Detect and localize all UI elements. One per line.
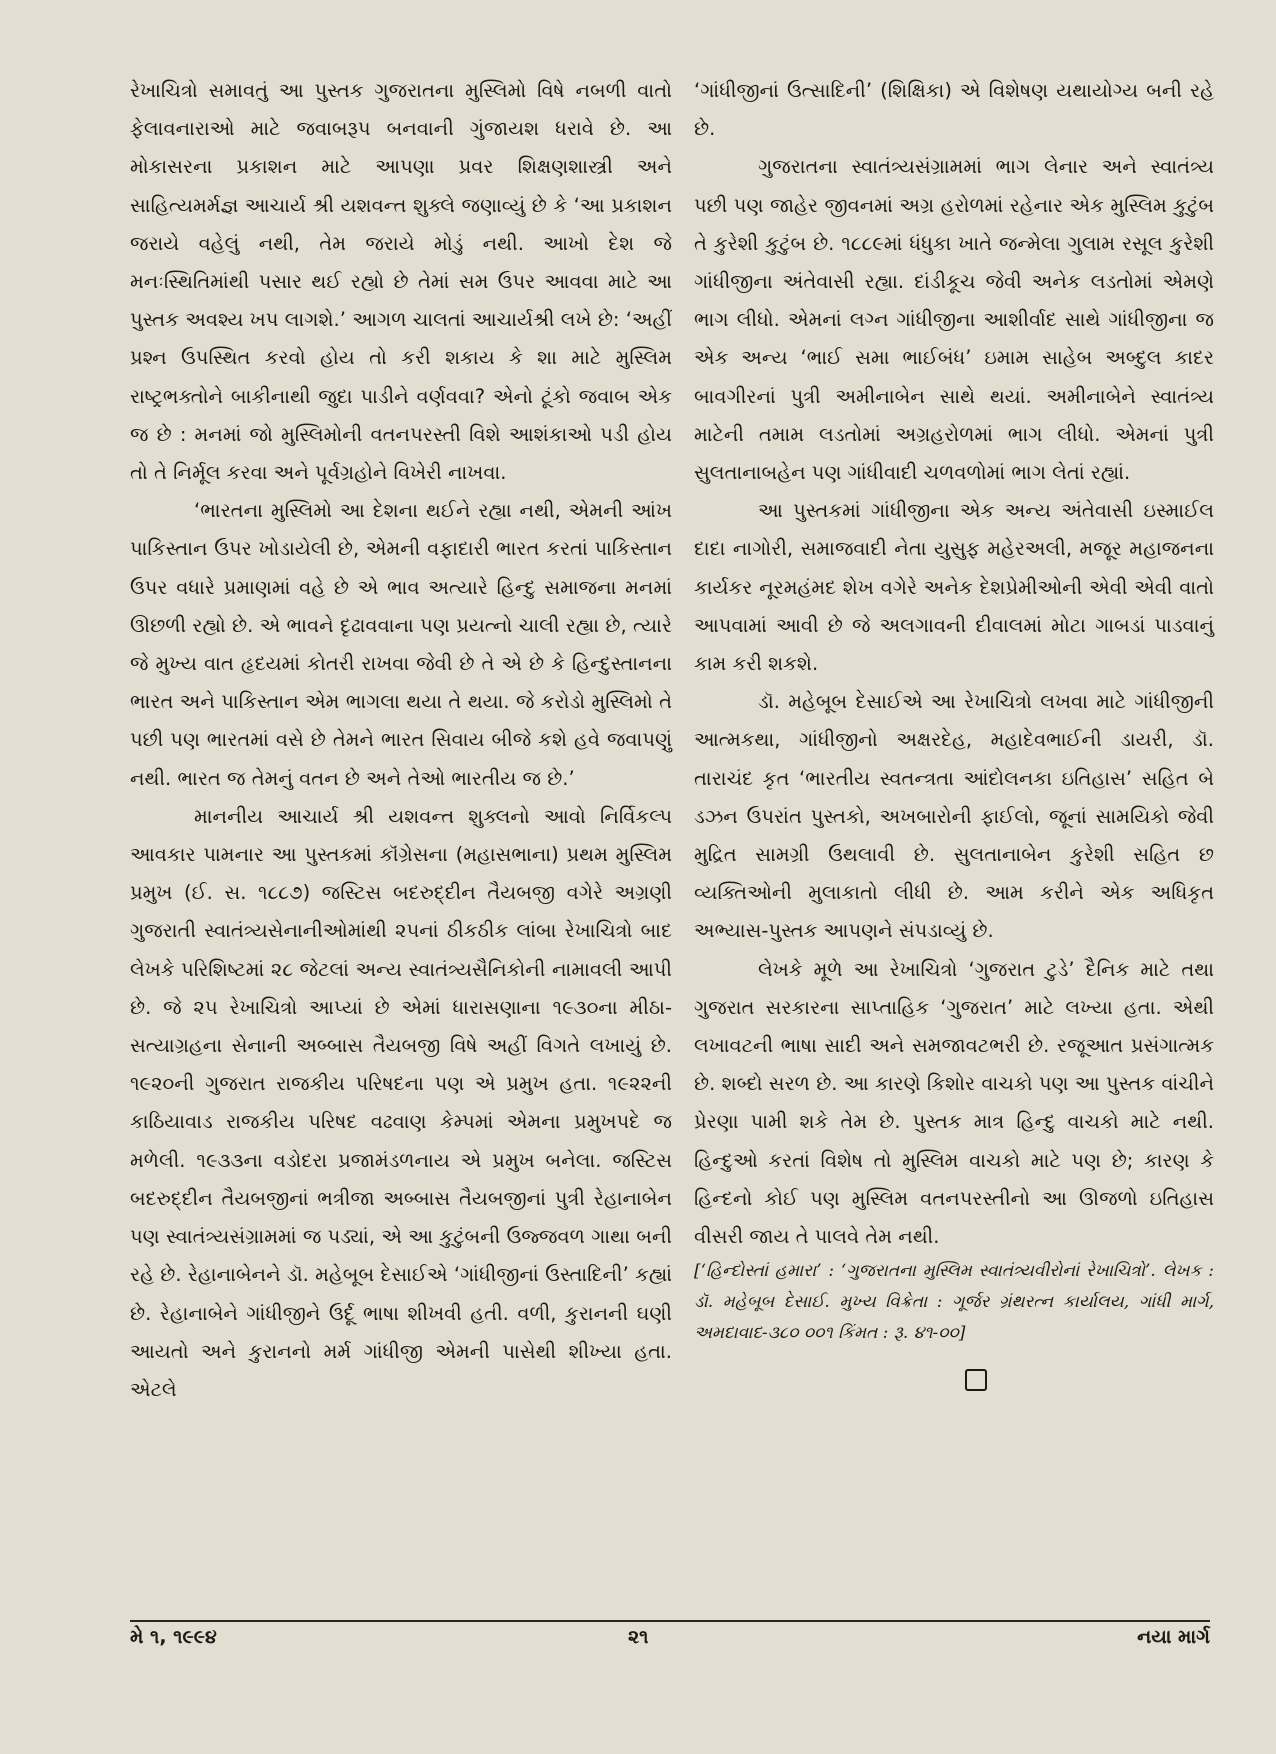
footer-magazine-name: નયા માર્ગ bbox=[1137, 1626, 1210, 1648]
end-of-article-square-icon bbox=[965, 1369, 987, 1391]
right-paragraph-2: ગુજરાતના સ્વાતંત્ર્યસંગ્રામમાં ભાગ લેનાર અને સ્વાતંત્ર્ય પછી પણ જાહેર જીવનમાં અગ્ર હરોળમાં રહેનાર એક મુસ્લિમ કુટુંબ તે કુરેશી કુટુંબ છે. ૧૮૮૯માં ધંધુકા ખાતે જન્મેલા ગુલામ રસૂલ કુરેશી ગાંધીજીના અંતેવાસી રહ્યા. દાંડીકૂચ જેવી અનેક લડતોમાં એમણે ભાગ લીધો. એમનાં લગ્ન ગાંધીજીના આશીર્વાદ સાથે ગાંધીજીના જ એક અન્ય ‘ભાઈ સમા ભાઈબંધ’ ઇમામ સાહેબ અબ્દુલ કાદર બાવગીરનાં પુત્રી અમીનાબેન સાથે થયાં. અમીનાબેને સ્વાતંત્ર્ય માટેની તમામ લડતોમાં અગ્રહરોળમાં ભાગ લીધો. એમનાં પુત્રી સુલતાનાબહેન પણ ગાંધીવાદી ચળવળોમાં ભાગ લેતાં રહ્યાં. bbox=[694, 155, 1214, 485]
footer-date: મે ૧, ૧૯૯૪ bbox=[130, 1626, 217, 1648]
right-column bbox=[694, 72, 1214, 1391]
right-paragraph-3: આ પુસ્તકમાં ગાંધીજીના એક અન્ય અંતેવાસી ઇસ્માઈલ દાદા નાગોરી, સમાજવાદી નેતા યુસુફ મહેરઅલી, મજૂર મહાજનના કાર્યકર નૂરમહંમદ શેખ વગેરે અનેક દેશપ્રેમીઓની એવી એવી વાતો આપવામાં આવી છે જે અલગાવની દીવાલમાં મોટા ગાબડાં પાડવાનું કામ કરી શકશે. bbox=[694, 499, 1214, 676]
left-paragraph-1: રેખાચિત્રો સમાવતું આ પુસ્તક ગુજરાતના મુસ્લિમો વિષે નબળી વાતો ફેલાવનારાઓ માટે જવાબરૂપ બનવાની ગુંજાયશ ધરાવે છે. આ મોકાસરના પ્રકાશન માટે આપણા પ્રવર શિક્ષણશાસ્ત્રી અને સાહિત્યમર્મજ્ઞ આચાર્ય શ્રી યશવન્ત શુક્લે જણાવ્યું છે કે ‘આ પ્રકાશન જરાયે વહેલું નથી, તેમ જરાયે મોડું નથી. આખો દેશ જે મનઃસ્થિતિમાંથી પસાર થઈ રહ્યો છે તેમાં સમ ઉપર આવવા માટે આ પુસ્તક અવશ્ય ખપ લાગશે.’ આગળ ચાલતાં આચાર્યશ્રી લખે છે: ‘અહીં પ્રશ્ન ઉપસ્થિત કરવો હોય તો કરી શકાય કે શા માટે મુસ્લિમ રાષ્ટ્રભક્તોને બાકીનાથી જુદા પાડીને વર્ણવવા? એનો ટૂંકો જવાબ એક જ છે : મનમાં જો મુસ્લિમોની વતનપરસ્તી વિશે આશંકાઓ પડી હોય તો તે નિર્મૂલ કરવા અને પૂર્વગ્રહોને વિખેરી નાખવા. bbox=[130, 79, 672, 485]
right-paragraph-4: ડૉ. મહેબૂબ દેસાઈએ આ રેખાચિત્રો લખવા માટે ગાંધીજીની આત્મકથા, ગાંધીજીનો અક્ષરદેહ, મહાદેવભાઈની ડાયરી, ડૉ. તારાચંદ કૃત ‘ભારતીય સ્વતન્ત્રતા આંદોલનકા ઇતિહાસ’ સહિત બે ડઝન ઉપરાંત પુસ્તકો, અખબારોની ફાઈલો, જૂનાં સામયિકો જેવી મુદ્રિત સામગ્રી ઉથલાવી છે. સુલતાનાબેન કુરેશી સહિત છ વ્યક્તિઓની મુલાકાતો લીધી છે. આમ કરીને એક અધિકૃત અભ્યાસ-પુસ્તક આપણને સંપડાવ્યું છે. bbox=[694, 690, 1214, 943]
left-column bbox=[130, 72, 672, 1409]
right-paragraph-1: ‘ગાંધીજીનાં ઉત્સાદિની’ (શિક્ષિકા) એ વિશેષણ યથાયોગ્ય બની રહે છે. bbox=[694, 79, 1214, 141]
footer-page-number: ૨૧ bbox=[628, 1626, 649, 1648]
footer-divider bbox=[130, 1620, 1210, 1622]
book-citation: [‘હિન્દોસ્તાં હમારા’ : ‘ગુજરાતના મુસ્લિમ સ્વાતંત્ર્યવીરોનાં રેખાચિત્રો’. લેખક : ડૉ. મહેબૂબ દેસાઈ. મુખ્ય વિક્રેતા : ગૂર્જર ગ્રંથરત્ન કાર્યાલય, ગાંધી માર્ગ, અમદાવાદ-૩૮૦ ૦૦૧ કિંમત : રૂ. ૪૧-૦૦] bbox=[694, 1261, 1214, 1344]
right-paragraph-5: લેખકે મૂળે આ રેખાચિત્રો ‘ગુજરાત ટુડે’ દૈનિક માટે તથા ગુજરાત સરકારના સાપ્તાહિક ‘ગુજરાત’ માટે લખ્યા હતા. એથી લખાવટની ભાષા સાદી અને સમજાવટભરી છે. રજૂઆત પ્રસંગાત્મક છે. શબ્દો સરળ છે. આ કારણે કિશોર વાચકો પણ આ પુસ્તક વાંચીને પ્રેરણા પામી શકે તેમ છે. પુસ્તક માત્ર હિન્દુ વાચકો માટે નથી. હિન્દુઓ કરતાં વિશેષ તો મુસ્લિમ વાચકો માટે પણ છે; કારણ કે હિન્દનો કોઈ પણ મુસ્લિમ વતનપરસ્તીનો આ ઊજળો ઇતિહાસ વીસરી જાય તે પાલવે તેમ નથી. bbox=[694, 957, 1214, 1249]
left-paragraph-3: માનનીય આચાર્ય શ્રી યશવન્ત શુક્લનો આવો નિર્વિકલ્પ આવકાર પામનાર આ પુસ્તકમાં કૉંગ્રેસના (મહાસભાના) પ્રથમ મુસ્લિમ પ્રમુખ (ઈ. સ. ૧૮૮૭) જસ્ટિસ બદરુદ્દીન તૈયબજી વગેરે અગ્રણી ગુજરાતી સ્વાતંત્ર્યસેનાનીઓમાંથી ૨૫નાં ઠીકઠીક લાંબા રેખાચિત્રો બાદ લેખકે પરિશિષ્ટમાં ૨૮ જેટલાં અન્ય સ્વાતંત્ર્યસૈનિકોની નામાવલી આપી છે. જે ૨૫ રેખાચિત્રો આપ્યાં છે એમાં ધારાસણાના ૧૯૩૦ના મીઠા-સત્યાગ્રહના સેનાની અબ્બાસ તૈયબજી વિષે અહીં વિગતે લખાયું છે. ૧૯૨૦ની ગુજરાત રાજકીય પરિષદના પણ એ પ્રમુખ હતા. ૧૯૨૨ની કાઠિયાવાડ રાજકીય પરિષદ વઢવાણ કેમ્પમાં એમના પ્રમુખપદે જ મળેલી. ૧૯૩૩ના વડોદરા પ્રજામંડળનાય એ પ્રમુખ બનેલા. જસ્ટિસ બદરુદ્દીન તૈયબજીનાં ભત્રીજા અબ્બાસ તૈયબજીનાં પુત્રી રેહાનાબેન પણ સ્વાતંત્ર્યસંગ્રામમાં જ પડ્યાં, એ આ કુટુંબની ઉજ્જવળ ગાથા બની રહે છે. રેહાનાબેનને ડૉ. મહેબૂબ દેસાઈએ ‘ગાંધીજીનાં ઉસ્તાદિની’ કહ્યાં છે. રેહાનાબેને ગાંધીજીને ઉર્દૂ ભાષા શીખવી હતી. વળી, કુરાનની ઘણી આયતો અને કુરાનનો મર્મ ગાંધીજી એમની પાસેથી શીખ્યા હતા. એટલે bbox=[130, 804, 672, 1401]
left-paragraph-2: ‘ભારતના મુસ્લિમો આ દેશના થઈને રહ્યા નથી, એમની આંખ પાકિસ્તાન ઉપર ખોડાયેલી છે, એમની વફાદારી ભારત કરતાં પાકિસ્તાન ઉપર વધારે પ્રમાણમાં વહે છે એ ભાવ અત્યારે હિન્દુ સમાજના મનમાં ઊછળી રહ્યો છે. એ ભાવને દૃઢાવવાના પણ પ્રયત્નો ચાલી રહ્યા છે, ત્યારે જે મુખ્ય વાત હૃદયમાં કોતરી રાખવા જેવી છે તે એ છે કે હિન્દુસ્તાનના ભારત અને પાકિસ્તાન એમ ભાગલા થયા તે થયા. જે કરોડો મુસ્લિમો તે પછી પણ ભારતમાં વસે છે તેમને ભારત સિવાય બીજે કશે હવે જવાપણું નથી. ભારત જ તેમનું વતન છે અને તેઓ ભારતીય જ છે.’ bbox=[130, 499, 672, 790]
